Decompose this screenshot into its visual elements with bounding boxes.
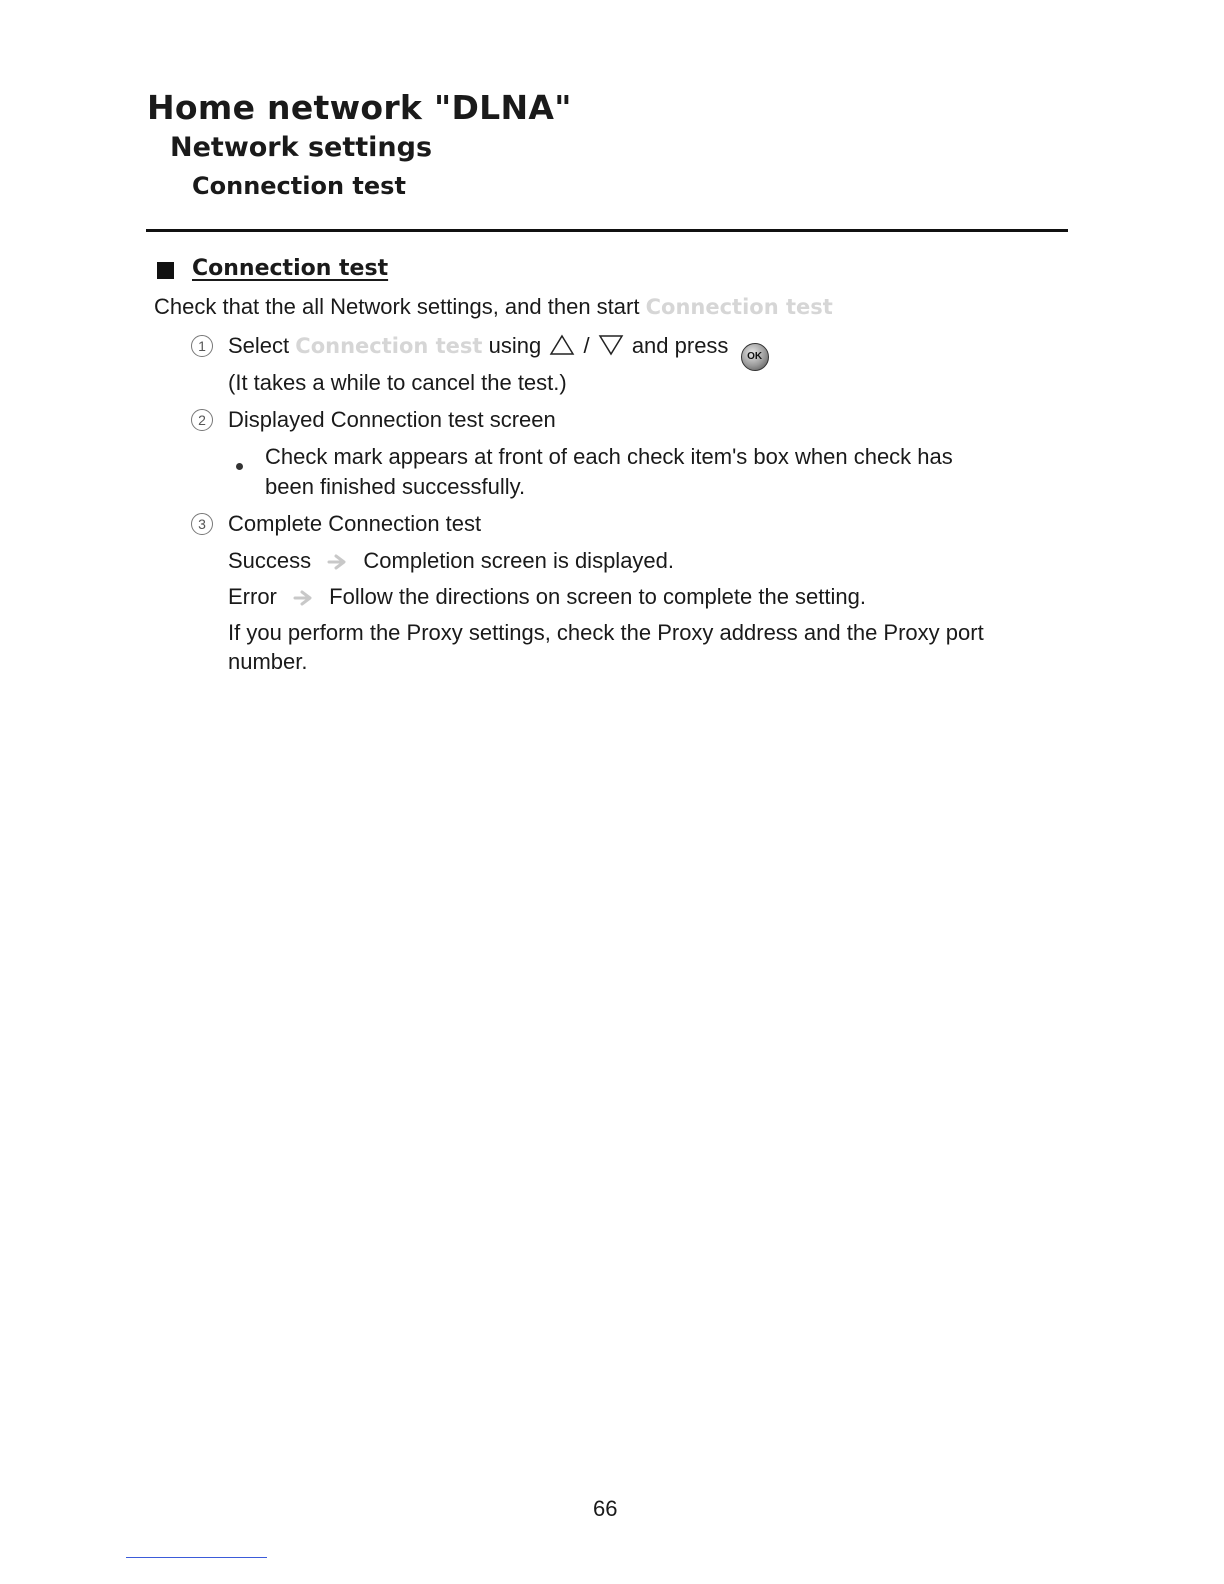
section-square-icon bbox=[157, 262, 174, 279]
step-1-prefix: Select bbox=[228, 333, 290, 358]
footer-link-line bbox=[126, 1557, 267, 1558]
intro-ghost-label: Connection test bbox=[645, 295, 833, 319]
step-1-slash: / bbox=[583, 333, 590, 358]
step-2-bullet-line-2: been finished successfully. bbox=[265, 474, 526, 499]
down-triangle-icon bbox=[598, 334, 624, 356]
step-1-note: (It takes a while to cancel the test.) bbox=[228, 370, 567, 395]
proxy-line-2: number. bbox=[228, 649, 308, 674]
error-line bbox=[228, 582, 866, 612]
success-line bbox=[228, 546, 674, 576]
intro-line bbox=[154, 292, 833, 322]
page-title: Home network "DLNA" bbox=[147, 88, 572, 127]
right-arrow-icon bbox=[327, 554, 349, 570]
error-label: Error bbox=[228, 584, 277, 609]
step-3-text: Complete Connection test bbox=[228, 511, 482, 536]
step-1-suffix: and press bbox=[631, 333, 729, 358]
step-2-bullet-line-1: Check mark appears at front of each check item's box when check has bbox=[265, 444, 953, 469]
page-subtitle: Network settings bbox=[170, 132, 433, 163]
proxy-line-1: If you perform the Proxy settings, check the Proxy address and the Proxy port bbox=[228, 620, 984, 645]
success-label: Success bbox=[228, 548, 312, 573]
step-1-middle: using bbox=[488, 333, 542, 358]
section-path: Connection test bbox=[192, 172, 406, 200]
intro-text: Check that the all Network settings, and then start bbox=[154, 294, 640, 319]
step-1-line bbox=[228, 331, 769, 371]
step-1-ghost-label: Connection test bbox=[295, 334, 483, 358]
step-2-text: Displayed Connection test screen bbox=[228, 407, 556, 432]
page-number: 66 bbox=[593, 1496, 618, 1521]
error-text: Follow the directions on screen to complete the setting. bbox=[329, 584, 866, 609]
section-title: Connection test bbox=[192, 256, 389, 281]
ok-button-icon: OK bbox=[741, 343, 769, 371]
step-2-number-icon: 2 bbox=[191, 409, 213, 431]
bullet-icon bbox=[236, 463, 243, 470]
up-triangle-icon bbox=[549, 334, 575, 356]
step-1-number-icon: 1 bbox=[191, 335, 213, 357]
header-divider bbox=[146, 229, 1068, 232]
success-text: Completion screen is displayed. bbox=[363, 548, 675, 573]
right-arrow-icon bbox=[293, 590, 315, 606]
step-3-number-icon: 3 bbox=[191, 513, 213, 535]
